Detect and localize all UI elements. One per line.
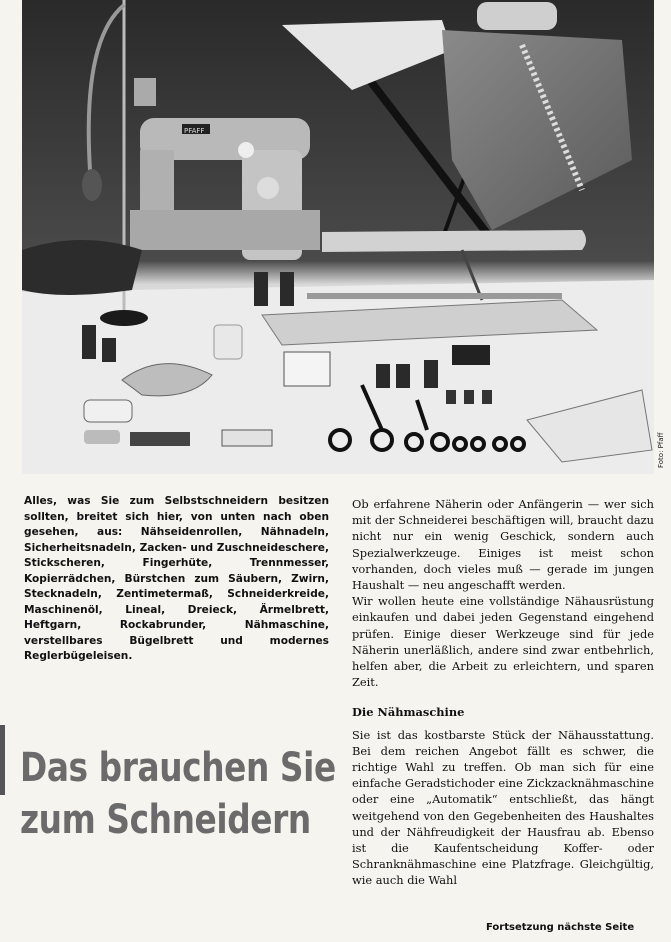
photo-caption: Alles, was Sie zum Selbstschneidern besitzen sollten, breitet sich hier, von unten nach oben gesehen, aus: Nähseidenrollen, Nähnadeln, Sicherheitsnadeln, Zacken- und Zuschneideschere, Stickscheren, Fingerhüte, Trennmesser, Kopierrädchen, Bürstchen zum Säubern, Zwirn, Stecknadeln, Zentimetermaß, Schneiderkreide, Maschinenöl, Lineal, Dreieck, Ärmelbrett, Heftgarn, Rockabrunder, Nähmaschine, verstellbares Bügelbrett und modernes Reglerbügeleisen. (24, 495, 329, 662)
sewing-equipment-photo (22, 0, 654, 474)
page-edge-mark (0, 725, 5, 795)
headline-line-1: Das brauchen Sie (20, 745, 336, 791)
photo-credit (657, 432, 669, 468)
article-body (352, 496, 654, 889)
section-title: Die Nähmaschine (352, 705, 465, 720)
body-paragraph-1: Ob erfahrene Näherin oder Anfängerin — wer sich mit der Schneiderei beschäftigen will, braucht dazu nicht nur ein wenig Geschick, sondern auch Spezialwerkzeuge. Einiges ist meist schon vorhanden, doch vieles muß — gerade im jungen Haushalt — neu angeschafft werden. (352, 497, 654, 593)
photo-illustration (22, 0, 654, 474)
article-headline (20, 742, 336, 846)
continued-next-page-note: Fortsetzung nächste Seite (486, 922, 635, 933)
headline-line-2: zum Schneidern (20, 797, 311, 843)
machine-label: PFAFF (184, 127, 205, 135)
body-paragraph-2: Wir wollen heute eine vollständige Nähausrüstung einkaufen und dabei jeden Gegenstand eingehend prüfen. Einige dieser Werkzeuge sind für jede Näherin unerläßlich, andere sind zwar entbehrlich, helfen aber, die Arbeit zu erleichtern, und sparen Zeit. (352, 594, 654, 690)
body-paragraph-3: Sie ist das kostbarste Stück der Nähausstattung. Bei dem reichen Angebot fällt es schwer, die richtige Wahl zu treffen. Ob man sich für eine einfache Geradstichoder eine Zickzacknähmaschine oder eine „Automatik“ entschließt, das hängt weitgehend von den Gegebenheiten des Haushaltes und der Nähfreudigkeit der Hausfrau ab. Ebenso ist die Kaufentscheidung Koffer- oder Schranknähmaschine eine Platzfrage. Gleichgültig, wie auch die Wahl (352, 727, 654, 888)
photo-credit-text: Foto: Pfaff (657, 432, 665, 468)
